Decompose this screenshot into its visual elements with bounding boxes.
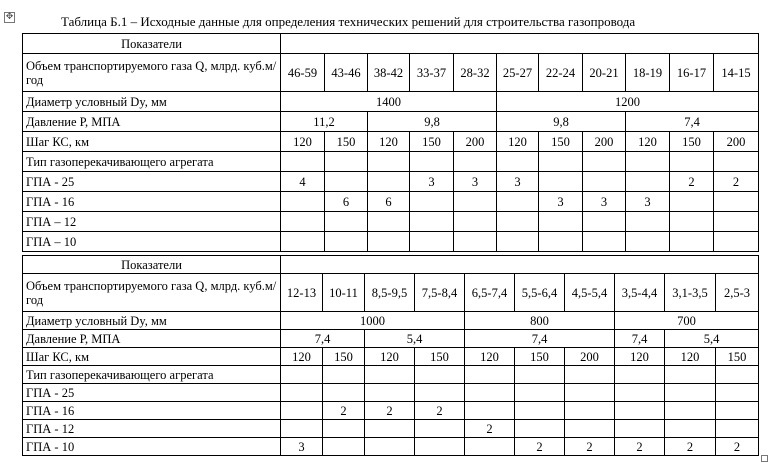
step-cell: 150: [716, 348, 759, 366]
volume-cell: 3,5-4,4: [615, 274, 665, 312]
count-cell: 2: [515, 438, 565, 456]
volume-label: Объем транспортируемого газа Q, млрд. куб.м/год: [23, 274, 281, 312]
count-cell: 3: [583, 192, 626, 212]
unit-label: ГПА – 12: [23, 212, 281, 232]
step-cell: 120: [365, 348, 415, 366]
count-cell: [714, 212, 759, 232]
step-cell: 150: [670, 132, 714, 152]
volume-cell: 20-21: [583, 54, 626, 92]
volume-cell: 5,5-6,4: [515, 274, 565, 312]
step-cell: 120: [368, 132, 410, 152]
volume-label: Объем транспортируемого газа Q, млрд. куб.м/год: [23, 54, 281, 92]
table-row: [23, 438, 759, 456]
volume-cell: 10-11: [323, 274, 365, 312]
count-cell: [415, 438, 465, 456]
table-row: [23, 420, 759, 438]
pressure-cell: 7,4: [626, 112, 759, 132]
count-cell: [583, 232, 626, 252]
table-row: [23, 366, 759, 384]
count-cell: [565, 384, 615, 402]
unit-label: ГПА - 16: [23, 402, 281, 420]
volume-cell: 46-59: [281, 54, 325, 92]
count-cell: [670, 232, 714, 252]
diameter-cell: 1200: [497, 92, 759, 112]
table-row: [23, 312, 759, 330]
table-row: [23, 402, 759, 420]
step-cell: 120: [497, 132, 539, 152]
empty-cell: [281, 152, 325, 172]
table-row: [23, 112, 759, 132]
count-cell: [583, 172, 626, 192]
table-move-handle-icon[interactable]: ✥: [5, 12, 14, 22]
count-cell: [665, 402, 716, 420]
count-cell: [565, 402, 615, 420]
step-cell: 150: [515, 348, 565, 366]
count-cell: [497, 232, 539, 252]
data-table-1: [22, 33, 759, 252]
pressure-cell: 7,4: [465, 330, 615, 348]
count-cell: 2: [670, 172, 714, 192]
table-row: [23, 54, 759, 92]
count-cell: 2: [565, 438, 615, 456]
count-cell: [365, 438, 415, 456]
pressure-cell: 9,8: [497, 112, 626, 132]
step-cell: 200: [565, 348, 615, 366]
table-row: [23, 212, 759, 232]
count-cell: 3: [281, 438, 323, 456]
count-cell: 4: [281, 172, 325, 192]
table-row: [23, 274, 759, 312]
count-cell: [716, 420, 759, 438]
step-cell: 120: [615, 348, 665, 366]
count-cell: [281, 420, 323, 438]
step-cell: 120: [281, 132, 325, 152]
pressure-cell: 11,2: [281, 112, 368, 132]
step-cell: 150: [539, 132, 583, 152]
count-cell: 2: [716, 438, 759, 456]
table-row: [23, 348, 759, 366]
pressure-cell: 9,8: [368, 112, 497, 132]
count-cell: [497, 192, 539, 212]
unit-label: ГПА – 10: [23, 232, 281, 252]
count-cell: [714, 232, 759, 252]
diameter-cell: 1400: [281, 92, 497, 112]
count-cell: [415, 420, 465, 438]
empty-cell: [515, 366, 565, 384]
count-cell: 3: [497, 172, 539, 192]
count-cell: [325, 232, 368, 252]
empty-cell: [497, 152, 539, 172]
empty-cell: [415, 366, 465, 384]
count-cell: [515, 402, 565, 420]
count-cell: [583, 212, 626, 232]
volume-cell: 28-32: [454, 54, 497, 92]
unit-label: ГПА - 12: [23, 420, 281, 438]
step-cell: 150: [410, 132, 454, 152]
empty-cell: [665, 366, 716, 384]
table-row: [23, 172, 759, 192]
count-cell: [670, 212, 714, 232]
diameter-label: Диаметр условный Dy, мм: [23, 312, 281, 330]
header-blank-cell: [281, 34, 759, 54]
count-cell: [410, 212, 454, 232]
data-table-2: [22, 255, 759, 456]
step-cell: 200: [583, 132, 626, 152]
empty-cell: [615, 366, 665, 384]
count-cell: [626, 172, 670, 192]
volume-cell: 6,5-7,4: [465, 274, 515, 312]
count-cell: [615, 420, 665, 438]
count-cell: [325, 212, 368, 232]
volume-cell: 22-24: [539, 54, 583, 92]
header-blank-cell: [281, 256, 759, 274]
volume-cell: 18-19: [626, 54, 670, 92]
count-cell: [281, 384, 323, 402]
count-cell: [410, 232, 454, 252]
pressure-label: Давление Р, МПА: [23, 330, 281, 348]
empty-cell: [365, 366, 415, 384]
count-cell: [515, 384, 565, 402]
count-cell: 6: [368, 192, 410, 212]
count-cell: [539, 232, 583, 252]
volume-cell: 33-37: [410, 54, 454, 92]
unit-label: ГПА - 16: [23, 192, 281, 212]
empty-cell: [670, 152, 714, 172]
count-cell: [539, 172, 583, 192]
empty-cell: [465, 366, 515, 384]
pressure-label: Давление Р, МПА: [23, 112, 281, 132]
volume-cell: 25-27: [497, 54, 539, 92]
header-cell: Показатели: [23, 34, 281, 54]
unit-label: ГПА - 25: [23, 384, 281, 402]
step-cell: 120: [626, 132, 670, 152]
count-cell: 2: [323, 402, 365, 420]
count-cell: [665, 384, 716, 402]
empty-cell: [410, 152, 454, 172]
count-cell: [716, 402, 759, 420]
volume-cell: 16-17: [670, 54, 714, 92]
empty-cell: [583, 152, 626, 172]
count-cell: 2: [365, 402, 415, 420]
count-cell: [626, 232, 670, 252]
empty-cell: [716, 366, 759, 384]
table-resize-handle-icon[interactable]: [761, 455, 768, 462]
count-cell: [323, 384, 365, 402]
empty-cell: [714, 152, 759, 172]
step-label: Шаг КС, км: [23, 348, 281, 366]
count-cell: [368, 172, 410, 192]
count-cell: [281, 212, 325, 232]
count-cell: 3: [539, 192, 583, 212]
volume-cell: 12-13: [281, 274, 323, 312]
diameter-label: Диаметр условный Dy, мм: [23, 92, 281, 112]
table-row: [23, 132, 759, 152]
step-cell: 200: [454, 132, 497, 152]
count-cell: [465, 402, 515, 420]
empty-cell: [323, 366, 365, 384]
count-cell: [615, 402, 665, 420]
pressure-cell: 5,4: [665, 330, 759, 348]
count-cell: [325, 172, 368, 192]
step-cell: 150: [323, 348, 365, 366]
count-cell: [714, 192, 759, 212]
header-cell: Показатели: [23, 256, 281, 274]
volume-cell: 3,1-3,5: [665, 274, 716, 312]
step-cell: 120: [281, 348, 323, 366]
count-cell: 2: [665, 438, 716, 456]
unit-type-label: Тип газоперекачивающего агрегата: [23, 366, 281, 384]
volume-cell: 4,5-5,4: [565, 274, 615, 312]
count-cell: [323, 438, 365, 456]
empty-cell: [626, 152, 670, 172]
diameter-cell: 1000: [281, 312, 465, 330]
unit-label: ГПА - 25: [23, 172, 281, 192]
count-cell: [565, 420, 615, 438]
step-label: Шаг КС, км: [23, 132, 281, 152]
step-cell: 120: [665, 348, 716, 366]
table-row: [23, 192, 759, 212]
empty-cell: [325, 152, 368, 172]
count-cell: 2: [714, 172, 759, 192]
step-cell: 120: [465, 348, 515, 366]
count-cell: [410, 192, 454, 212]
count-cell: [515, 420, 565, 438]
count-cell: 2: [465, 420, 515, 438]
volume-cell: 14-15: [714, 54, 759, 92]
diameter-cell: 800: [465, 312, 615, 330]
volume-cell: 8,5-9,5: [365, 274, 415, 312]
count-cell: [454, 192, 497, 212]
volume-cell: 43-46: [325, 54, 368, 92]
volume-cell: 2,5-3: [716, 274, 759, 312]
count-cell: [365, 384, 415, 402]
count-cell: [415, 384, 465, 402]
count-cell: [281, 192, 325, 212]
volume-cell: 38-42: [368, 54, 410, 92]
count-cell: [368, 232, 410, 252]
pressure-cell: 7,4: [281, 330, 365, 348]
table-row: [23, 384, 759, 402]
count-cell: [365, 420, 415, 438]
pressure-cell: 7,4: [615, 330, 665, 348]
count-cell: 3: [454, 172, 497, 192]
volume-cell: 7,5-8,4: [415, 274, 465, 312]
count-cell: [454, 212, 497, 232]
empty-cell: [565, 366, 615, 384]
table-row: [23, 330, 759, 348]
count-cell: 3: [410, 172, 454, 192]
count-cell: 6: [325, 192, 368, 212]
count-cell: [626, 212, 670, 232]
table-row: [23, 256, 759, 274]
count-cell: 2: [415, 402, 465, 420]
count-cell: [465, 384, 515, 402]
count-cell: [665, 420, 716, 438]
unit-label: ГПА - 10: [23, 438, 281, 456]
count-cell: [368, 212, 410, 232]
count-cell: 2: [615, 438, 665, 456]
count-cell: [454, 232, 497, 252]
step-cell: 200: [714, 132, 759, 152]
count-cell: [281, 402, 323, 420]
count-cell: [323, 420, 365, 438]
step-cell: 150: [415, 348, 465, 366]
table-caption: Таблица Б.1 – Исходные данные для определения технических решений для строительства газопровода: [61, 14, 636, 29]
count-cell: [615, 384, 665, 402]
count-cell: 3: [626, 192, 670, 212]
count-cell: [497, 212, 539, 232]
count-cell: [670, 192, 714, 212]
count-cell: [465, 438, 515, 456]
count-cell: [716, 384, 759, 402]
empty-cell: [539, 152, 583, 172]
table-row: [23, 152, 759, 172]
table-row: [23, 92, 759, 112]
step-cell: 150: [325, 132, 368, 152]
table-row: [23, 232, 759, 252]
empty-cell: [368, 152, 410, 172]
empty-cell: [281, 366, 323, 384]
diameter-cell: 700: [615, 312, 759, 330]
count-cell: [539, 212, 583, 232]
unit-type-label: Тип газоперекачивающего агрегата: [23, 152, 281, 172]
table-row: [23, 34, 759, 54]
pressure-cell: 5,4: [365, 330, 465, 348]
empty-cell: [454, 152, 497, 172]
count-cell: [281, 232, 325, 252]
